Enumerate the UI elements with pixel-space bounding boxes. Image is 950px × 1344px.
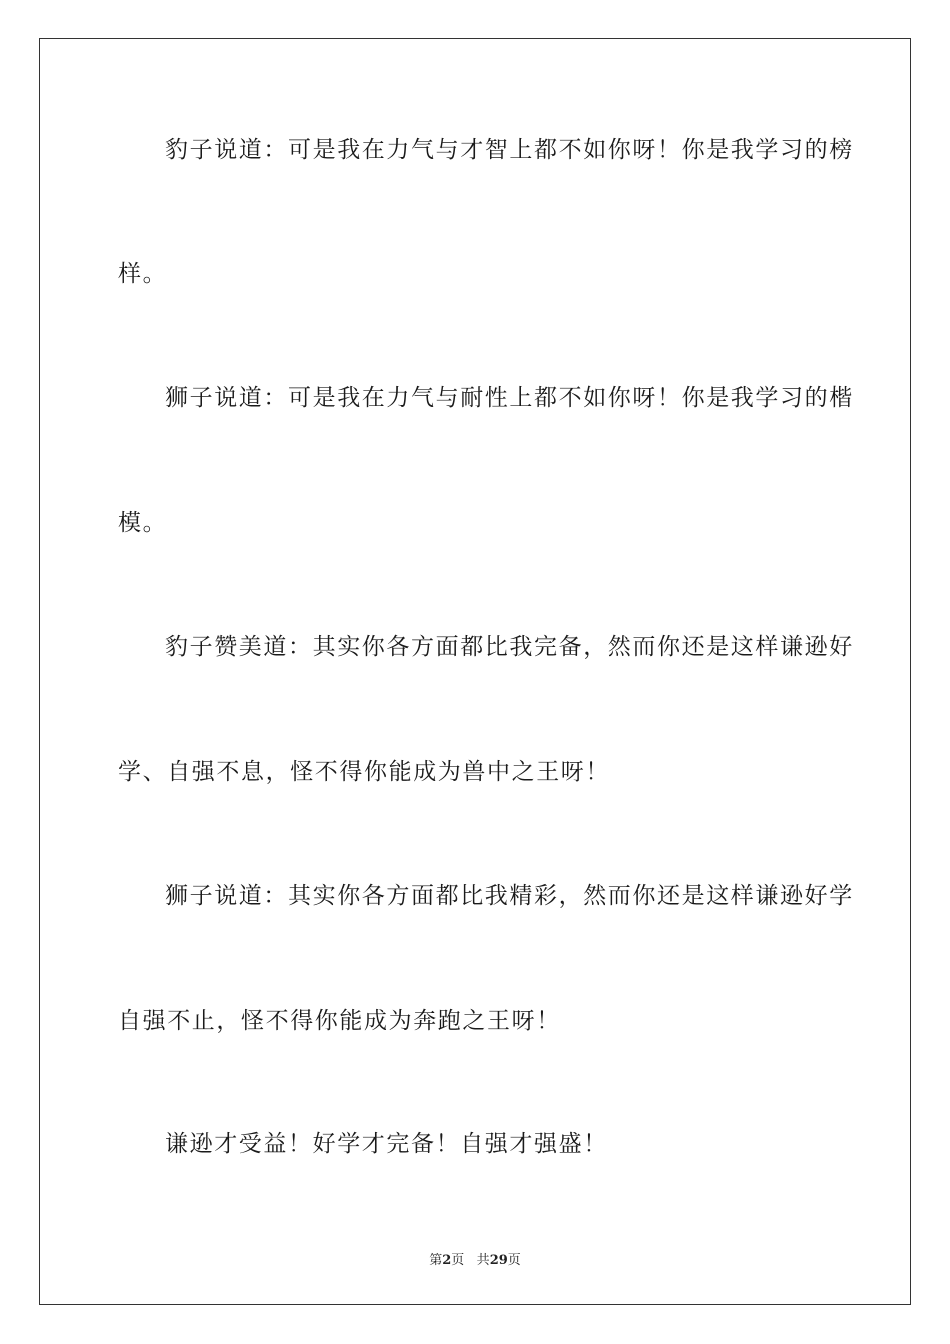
page-frame bbox=[39, 38, 911, 1305]
text-line: 狮子说道：可是我在力气与耐性上都不如你呀！你是我学习的楷 bbox=[165, 385, 854, 411]
text-line: 学、自强不息，怪不得你能成为兽中之王呀！ bbox=[118, 759, 610, 785]
text-line: 豹子赞美道：其实你各方面都比我完备，然而你还是这样谦逊好 bbox=[165, 634, 854, 660]
text-line: 豹子说道：可是我在力气与才智上都不如你呀！你是我学习的榜 bbox=[165, 137, 854, 163]
total-prefix: 共 bbox=[476, 1253, 490, 1268]
text-line: 自强不止，怪不得你能成为奔跑之王呀！ bbox=[118, 1008, 561, 1034]
page-number: 2 bbox=[442, 1253, 452, 1268]
text-line: 狮子说道：其实你各方面都比我精彩，然而你还是这样谦逊好学 bbox=[165, 883, 854, 909]
page-footer bbox=[0, 1249, 950, 1268]
text-line: 谦逊才受益！好学才完备！自强才强盛！ bbox=[165, 1131, 608, 1157]
text-line: 样。 bbox=[118, 261, 168, 287]
total-suffix: 页 bbox=[507, 1253, 521, 1268]
page-prefix: 第 bbox=[429, 1253, 443, 1268]
total-pages: 29 bbox=[489, 1253, 508, 1268]
text-line: 模。 bbox=[118, 510, 168, 536]
page-suffix: 页 bbox=[451, 1253, 465, 1268]
